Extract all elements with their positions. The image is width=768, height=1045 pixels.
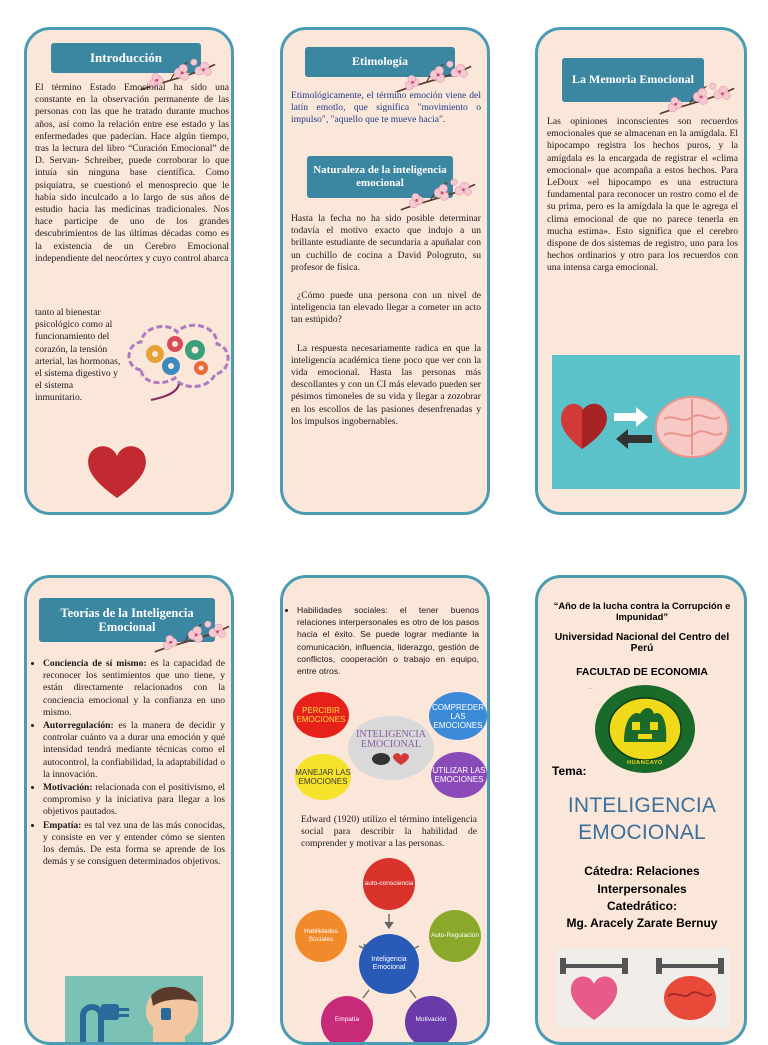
catedra: Cátedra: Relaciones Interpersonales [584, 864, 700, 896]
diagram-inteligencia-emocional [291, 692, 487, 802]
ring-node-habilidades: Habilidades Sociales [295, 910, 347, 962]
diagram-inteligencia-ring [291, 852, 487, 1045]
seal-city: HUANCAYO [627, 760, 663, 766]
blossom-icon [395, 60, 475, 94]
teoria-item: • Conciencia de sí mismo: es la capacidad de reconocer los sentimientos que uno tiene, y están directamente relacionados con la conciencia emocional y la confianza en uno mismo. [43, 658, 225, 719]
faculty-name: FACULTAD DE ECONOMIA [576, 667, 708, 678]
teorias-list [33, 658, 225, 869]
ring-node-autoregulacion: Auto-Regulación [429, 910, 481, 962]
blossom-icon [399, 178, 479, 212]
intro-paragraph-2: tanto al bienestar psicológico como al funcionamiento del corazón, la tensión arterial, las hormonas, el sistema digestivo y el sistema inmunitario. [35, 307, 121, 404]
heart-brain-illustration [552, 355, 740, 489]
seal-ring-text: UNIVERSID [588, 688, 594, 689]
diagram-node-comprender: COMPREDER LAS EMOCIONES [429, 692, 487, 740]
panel-teorias [24, 575, 234, 1045]
topic-title: INTELIGENCIA EMOCIONAL [567, 794, 717, 844]
ring-node-autoconsciencia: auto-consciencia [363, 858, 415, 910]
teoria-item: • Motivación: relacionada con el positivismo, el compromiso y la iniciativa para llegar a los objetivos pautados. [43, 782, 225, 819]
blossom-icon [658, 82, 738, 116]
teorias-title: Teorías de la Inteligencia Emocional [39, 598, 215, 642]
habilidades-text: • Habilidades sociales: el tener buenos relaciones interpersonales es otro de los pasos hacia el éxito. Se puede lograr mediante la comunicación, influencia, liderazgo, gestión de conflictos, cooperación o trabajo en equipo, entre otros. [287, 604, 479, 678]
diagram-center: INTELIGENCIA EMOCIONAL [348, 716, 434, 780]
plug-head-illustration [65, 976, 203, 1045]
etimologia-title: Etimología [305, 47, 455, 77]
ring-node-motivacion: Motivación [405, 996, 457, 1045]
brain-gears-illustration [121, 320, 233, 402]
motto: “Año de la lucha contra la Corrupción e Impunidad” [553, 600, 731, 622]
intro-paragraph: El término Estado Emocional ha sido una constante en la observación permanente de las personas con las que he tratado durante muchos años, así como la relación entre ese estado y las enfermedades que padecían. Hace algún tiempo, tras la lectura del libro “Curación Emocional” de D. Servan- Schreiber, puede corroborar lo que intuía sin ninguna base científica. Como psiquiatra, se cuestionó el menosprecio que le había sido inculcado a lo largo de sus años de estudio hacia las medicinas tradicionales. Nos hace participe de uno de los grandes descubrimientos de las últimas décadas como es la existencia de un Cerebro Emocional independiente del neocórtex y cuyo control abarca [35, 82, 229, 264]
brain-heart-icon [369, 752, 413, 766]
ring-node-empatia: Empatía [321, 996, 373, 1045]
memoria-text: Las opiniones inconscientes son recuerdos emocionales que se almacenan en la amígdala. El hipocampo registra los hechos puros, y la amígdala es la encargada de registrar el «clima emocional» que acompaña a estos hechos. Para LeDoux «el hipocampo es una estructura fundamental para reconocer un rostro como el de su prima, pero es la amígdala la que le agrega el clima emocional de que no parece tenerla en mucha estima». Esto significa que el cerebro dispone de dos sistemas de registro, uno para los hechos ordinarios y otro para los recuerdos con una intensa carga emocional. [547, 116, 738, 274]
heart-brain-gym-illustration [556, 948, 730, 1028]
teoria-item: • Autorregulación: es la manera de decidir y controlar cuánto va a durar una emoción y qué intensidad tendrá mediante técnicas como el autocontrol, la confiabilidad, la adaptabilidad o la innovación. [43, 720, 225, 781]
teacher-name: Mg. Aracely Zarate Bernuy [566, 916, 718, 930]
panel-habilidades [280, 575, 490, 1045]
teoria-item: • Empatía: es tal vez una de las más conocidas, y consiste en ver y entender cómo se sienten los demás. De esta forma se aprende de los demás y se consiguen determinados objetivos. [43, 820, 225, 869]
memoria-title: La Memoria Emocional [562, 58, 704, 102]
university-name: Universidad Nacional del Centro del Perú [554, 632, 730, 654]
naturaleza-text: Hasta la fecha no ha sido posible determinar todavía el motivo exacto que indujo a un brillante estudiante de secundaria a apuñalar con un cuchillo de cocina a David Pologruto, su profesor de física. ¿Cómo puede una persona con un nivel de inteligencia tan elevado llegar a cometer un acto tan estúpido? La respuesta necesariamente radica en que la inteligencia académica tiene poco que ver con la vida emocional. Hasta las personas más descollantes y con un CI más elevado pueden ser pésimos timoneles de su vida y llegar a zozobrar en los escollos de las pasiones desenfrenadas y los impulsos ingobernables. [291, 213, 481, 427]
tema-label: Tema: [552, 764, 587, 778]
panel-etimologia [280, 27, 490, 515]
catedratico-label: Catedrático: [606, 899, 677, 913]
diagram-node-percibir: PERCIBIR EMOCIONES [293, 692, 349, 738]
diagram-node-manejar: MANEJAR LAS EMOCIONES [295, 754, 351, 800]
naturaleza-title: Naturaleza de la inteligencia emocional [307, 156, 453, 198]
panel-portada [535, 575, 747, 1045]
diagram-node-utilizar: UTILIZAR LAS EMOCIONES [431, 752, 487, 798]
ring-center: Inteligencia Emocional [359, 934, 419, 994]
university-seal [588, 684, 696, 774]
edward-text: Edward (1920) utilizo el término inteligencia social para describir la habilidad de comprender y motivar a las personas. [301, 814, 477, 850]
heart-icon [85, 442, 149, 500]
intro-title: Introducción [51, 43, 201, 73]
etimologia-text: Etimológicamente, el término emoción viene del latín emotĭo, que significa "movimiento o impulso", "aquello que te mueve hacia". [291, 90, 481, 126]
panel-memoria [535, 27, 747, 515]
panel-introduccion [24, 27, 234, 515]
blossom-icon [153, 620, 233, 654]
